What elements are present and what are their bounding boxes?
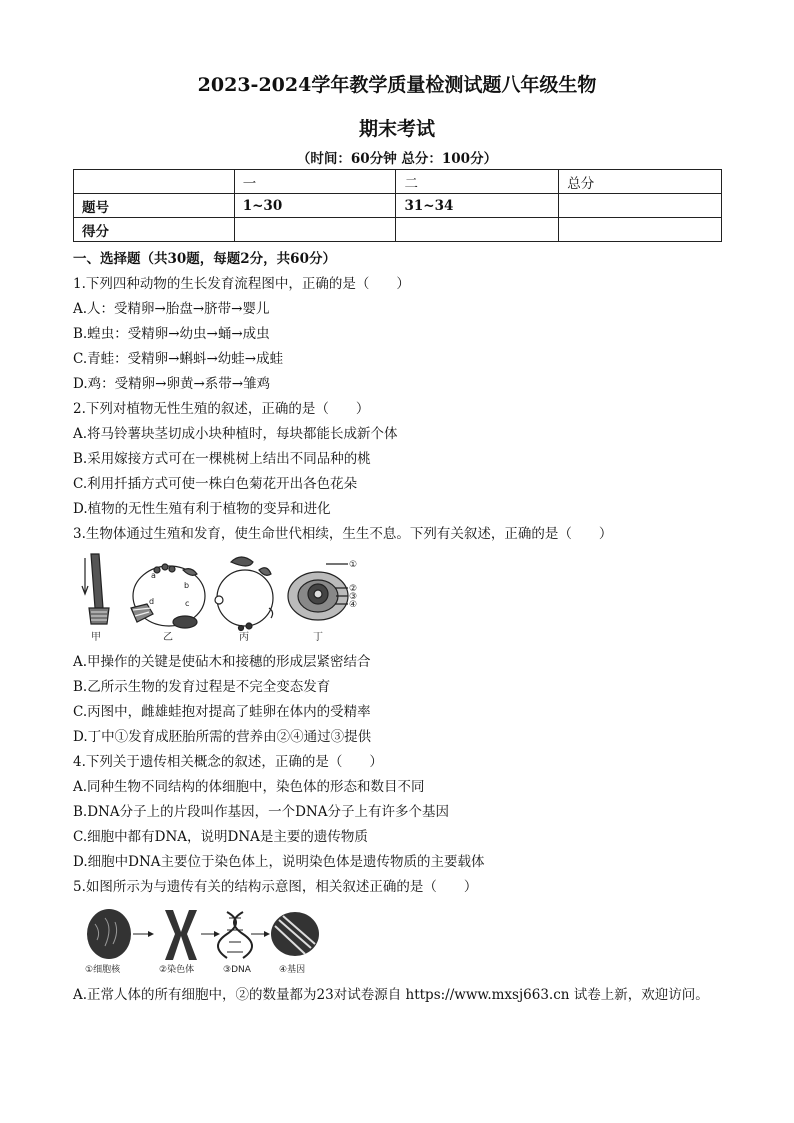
table-cell: 二 [396,170,559,194]
chromosome-icon [165,910,197,960]
option-c: C.利用扦插方式可使一株白色菊花开出各色花朵 [73,476,358,492]
grafting-illustration [82,554,109,624]
option-b: B.DNA分子上的片段叫作基因，一个DNA分子上有许多个基因 [73,804,449,820]
fig-mark-1: ① [349,560,358,570]
question-stem: 1.下列四种动物的生长发育流程图中，正确的是（ ） [73,276,410,292]
table-cell: 题号 [74,194,235,218]
fig-mark-b: b [184,581,190,590]
exam-title: 2023-2024学年教学质量检测试题八年级生物 [197,74,597,96]
table-cell: 1~30 [234,194,396,218]
option-d: D.鸡：受精卵→卵黄→系带→雏鸡 [73,376,271,392]
fig-mark-c: c [185,599,190,608]
fig-label-ding: 丁 [313,632,323,643]
option-a: A.人：受精卵→胎盘→脐带→婴儿 [73,301,270,317]
exam-time-score: （时间：60分钟 总分：100分） [296,151,498,167]
fig-label-nucleus: ①细胞核 [85,965,121,975]
q3-figure [73,548,373,644]
fig-label-yi: 乙 [163,632,173,643]
fig-mark-d: d [149,597,155,606]
option-d: D.丁中①发育成胚胎所需的营养由②④通过③提供 [73,729,372,745]
option-c: C.丙图中，雌雄蛙抱对提高了蛙卵在体内的受精率 [73,704,371,720]
option-a: A.同种生物不同结构的体细胞中，染色体的形态和数目不同 [73,779,425,795]
table-cell: 总分 [559,170,722,194]
question-stem: 4.下列关于遗传相关概念的叙述，正确的是（ ） [73,754,383,770]
q5-figure [83,904,328,976]
table-cell[interactable] [396,218,559,242]
question-stem: 3.生物体通过生殖和发育，使生命世代相续，生生不息。下列有关叙述，正确的是（ ） [73,526,613,542]
nucleus-icon [87,909,131,959]
fig-mark-3: ③ [349,592,358,602]
option-d: D.植物的无性生殖有利于植物的变异和进化 [73,501,331,517]
section-heading: 一、选择题（共30题，每题2分，共60分） [73,251,336,267]
gene-icon [271,912,319,956]
insect-cycle-illustration [131,564,205,628]
table-row [74,218,722,242]
table-cell: 31~34 [396,194,559,218]
table-cell[interactable] [559,218,722,242]
frog-cycle-illustration [215,557,273,631]
fig-mark-2: ② [349,584,358,594]
option-a: A.将马铃薯块茎切成小块种植时，每块都能长成新个体 [73,426,398,442]
question-stem: 2.下列对植物无性生殖的叙述，正确的是（ ） [73,401,370,417]
fig-mark-4: ④ [349,600,358,610]
fig-mark-a: a [151,571,156,580]
table-row [74,194,722,218]
exam-subtitle: 期末考试 [358,118,435,140]
fig-label-chromosome: ②染色体 [159,965,195,975]
table-cell[interactable] [234,218,396,242]
option-c: C.青蛙：受精卵→蝌蚪→幼蛙→成蛙 [73,351,284,367]
fig-label-bing: 丙 [239,632,249,643]
dna-icon [218,912,252,958]
table-cell: 一 [234,170,396,194]
fig-label-jia: 甲 [91,632,101,643]
fig-label-dna: ③DNA [223,965,251,975]
option-b: B.蝗虫：受精卵→幼虫→蛹→成虫 [73,326,270,342]
question-stem: 5.如图所示为与遗传有关的结构示意图，相关叙述正确的是（ ） [73,879,478,895]
option-c: C.细胞中都有DNA，说明DNA是主要的遗传物质 [73,829,368,845]
score-table [73,169,722,242]
option-b: B.采用嫁接方式可在一棵桃树上结出不同品种的桃 [73,451,371,467]
table-cell [559,194,722,218]
bird-egg-illustration [288,564,348,620]
option-b: B.乙所示生物的发育过程是不完全变态发育 [73,679,331,695]
option-a: A.正常人体的所有细胞中，②的数量都为23对试卷源自 https://www.mxsj663.cn 试卷上新，欢迎访问。 [73,987,709,1003]
table-cell [74,170,235,194]
fig-label-gene: ④基因 [279,965,306,975]
table-row [74,170,722,194]
table-cell: 得分 [74,218,235,242]
option-d: D.细胞中DNA主要位于染色体上，说明染色体是遗传物质的主要载体 [73,854,485,870]
option-a: A.甲操作的关键是使砧木和接穗的形成层紧密结合 [73,654,371,670]
